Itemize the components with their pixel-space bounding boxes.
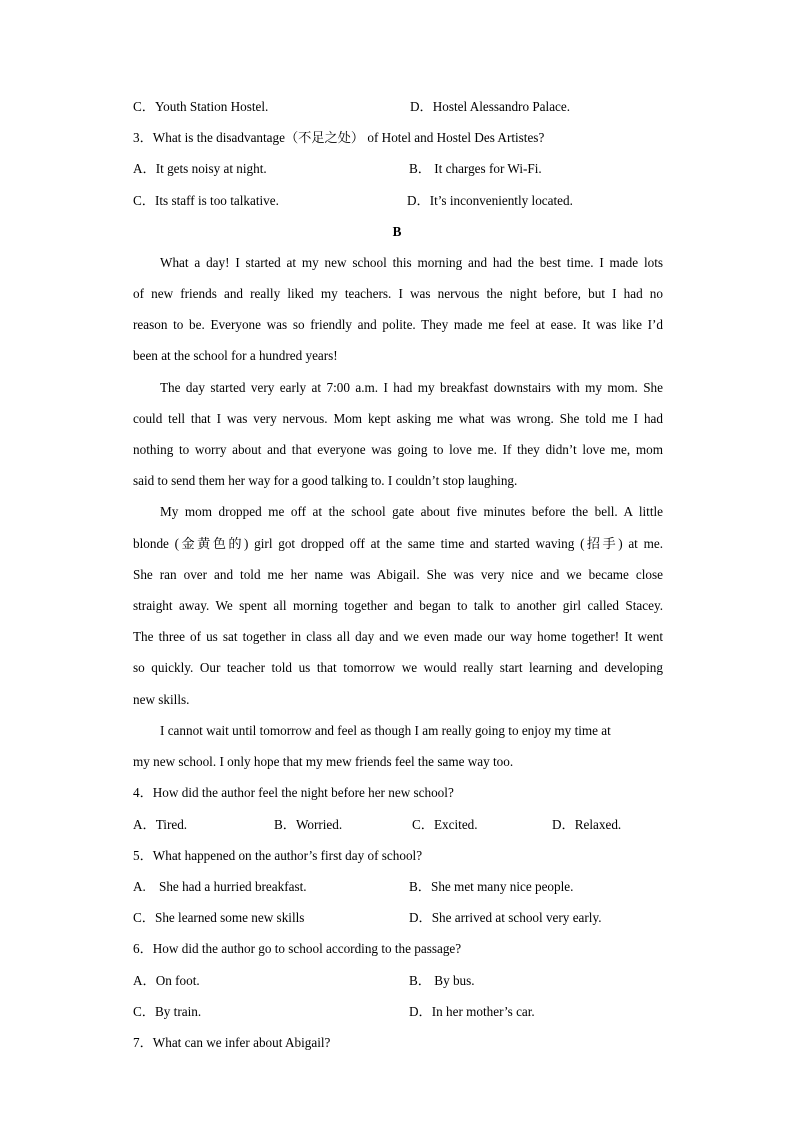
q6-option-c: C．By train. — [133, 1004, 202, 1019]
q6-option-b: B． By bus. — [409, 973, 475, 988]
p1-line-4: been at the school for a hundred years! — [133, 348, 338, 363]
p1-line-1: What a day! I started at my new school this morning and had the best time. I made lots — [160, 255, 663, 270]
p3-line-7: new skills. — [133, 692, 190, 707]
q3-option-c: C．Its staff is too talkative. — [133, 193, 279, 208]
question-7: 7．What can we infer about Abigail? — [133, 1035, 331, 1050]
q4-option-c: C．Excited. — [412, 817, 478, 832]
q4-option-a: A．Tired. — [133, 817, 188, 832]
p3-line-3: She ran over and told me her name was Abigail. She was very nice and we became close — [133, 567, 663, 582]
q3-option-d: D．It’s inconveniently located. — [407, 193, 573, 208]
p2-line-3: nothing to worry about and that everyone was going to love me. If they didn’t love me, mom — [133, 442, 663, 457]
q6-options-row-1 — [133, 973, 663, 989]
q4-option-d: D．Relaxed. — [552, 817, 622, 832]
p3-line-2: blonde (金黄色的) girl got dropped off at the same time and started waving (招手) at me. — [133, 536, 663, 551]
q5-option-c: C．She learned some new skills — [133, 910, 305, 925]
q6-option-a: A．On foot. — [133, 973, 200, 988]
question-6: 6．How did the author go to school according to the passage? — [133, 941, 462, 956]
p3-line-1: My mom dropped me off at the school gate about five minutes before the bell. A little — [160, 504, 663, 519]
q5-option-a: A. She had a hurried breakfast. — [133, 879, 307, 894]
p2-line-1: The day started very early at 7:00 a.m. I had my breakfast downstairs with my mom. She — [160, 380, 663, 395]
q3-options-row-2 — [133, 193, 663, 209]
question-5: 5．What happened on the author’s first day of school? — [133, 848, 423, 863]
p4-line-2: my new school. I only hope that my mew friends feel the same way too. — [133, 754, 514, 769]
q5-options-row-1 — [133, 879, 663, 895]
section-b-title: B — [392, 224, 402, 239]
p1-line-2: of new friends and really liked my teachers. I was nervous the night before, but I had no — [133, 286, 663, 301]
q4-option-b: B．Worried. — [274, 817, 343, 832]
option-d: D．Hostel Alessandro Palace. — [410, 99, 571, 114]
q5-option-d: D．She arrived at school very early. — [409, 910, 602, 925]
p2-line-4: said to send them her way for a good talking to. I couldn’t stop laughing. — [133, 473, 518, 488]
p2-line-2: could tell that I was very nervous. Mom kept asking me what was wrong. She told me I had — [133, 411, 663, 426]
q5-options-row-2 — [133, 910, 663, 926]
question-3: 3．What is the disadvantage（不足之处） of Hotel and Hostel Des Artistes? — [133, 130, 545, 145]
p3-line-5: The three of us sat together in class all day and we even made our way home together! It went — [133, 629, 663, 644]
q6-option-d: D．In her mother’s car. — [409, 1004, 535, 1019]
p1-line-3: reason to be. Everyone was so friendly and polite. They made me feel at ease. It was like I’d — [133, 317, 663, 332]
q3-option-a: A．It gets noisy at night. — [133, 161, 267, 176]
p3-line-4: straight away. We spent all morning together and began to talk to another girl called Stacey. — [133, 598, 663, 613]
question-4: 4．How did the author feel the night before her new school? — [133, 785, 454, 800]
q6-options-row-2 — [133, 1004, 663, 1020]
q3-options-row-1 — [133, 161, 663, 177]
option-c: C．Youth Station Hostel. — [133, 99, 269, 114]
p4-line-1: I cannot wait until tomorrow and feel as though I am really going to enjoy my time at — [160, 723, 611, 738]
q5-option-b: B．She met many nice people. — [409, 879, 574, 894]
q3-option-b: B． It charges for Wi-Fi. — [409, 161, 542, 176]
p3-line-6: so quickly. Our teacher told us that tomorrow we would really start learning and developing — [133, 660, 663, 675]
prev-options-row — [133, 99, 663, 115]
